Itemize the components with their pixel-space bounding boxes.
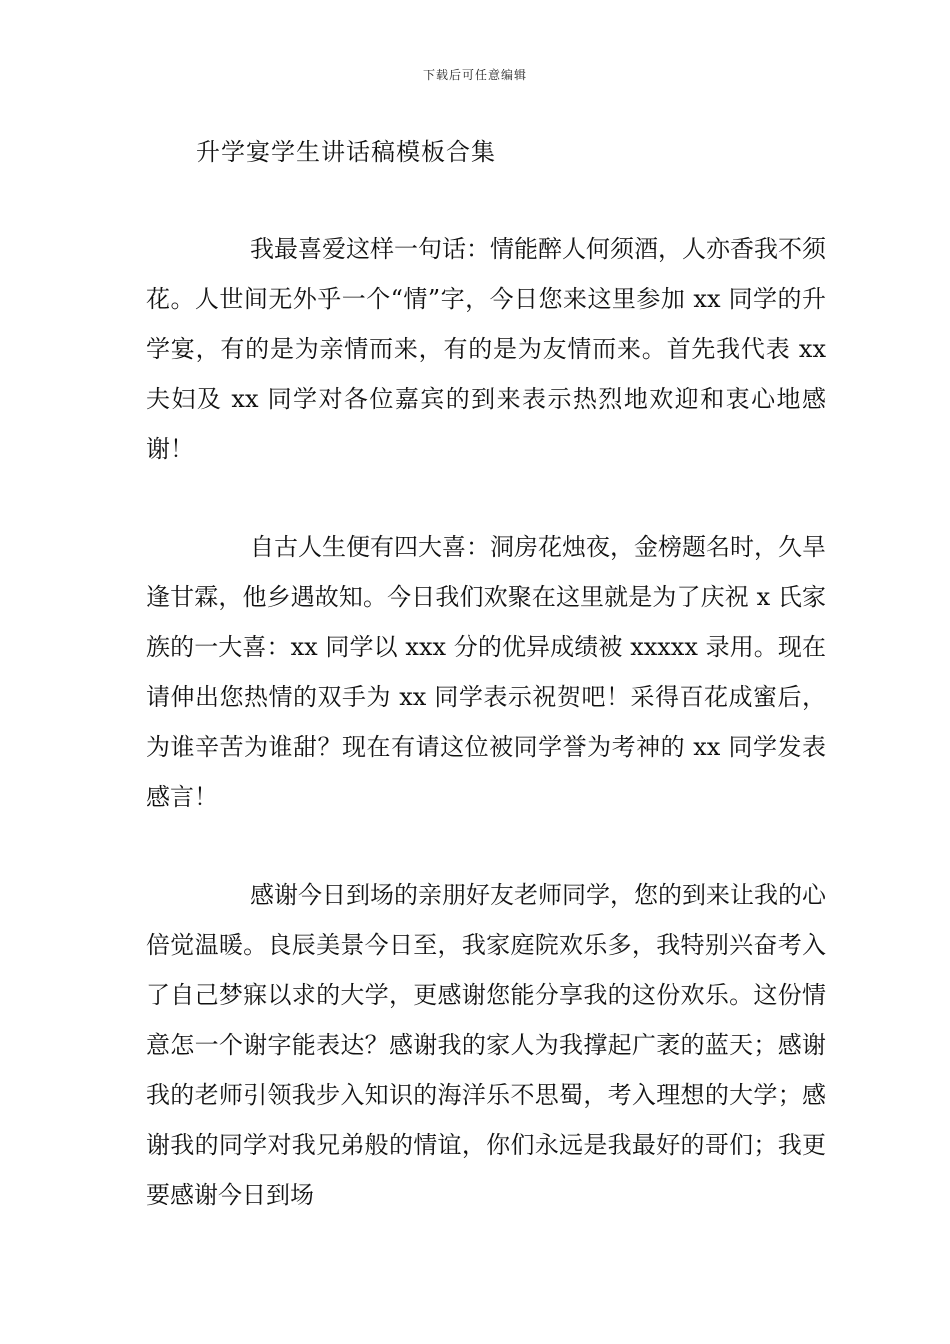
paragraph-2: 自古人生便有四大喜：洞房花烛夜，金榜题名时，久旱逢甘霖，他乡遇故知。今日我们欢聚在这里就是为了庆祝 x 氏家族的一大喜：xx 同学以 xxx 分的优异成绩被 xxxxx 录用。现在请伸出您热情的双手为 xx 同学表示祝贺吧！采得百花成蜜后，为谁辛苦为谁甜？现在有请这位被同学誉为考神的 xx 同学发表感言！ [146,533,826,811]
paragraph-3: 感谢今日到场的亲朋好友老师同学，您的到来让我的心倍觉温暖。良辰美景今日至，我家庭院欢乐多，我特别兴奋考入了自己梦寐以求的大学，更感谢您能分享我的这份欢乐。这份情意怎一个谢字能表达？感谢我的家人为我撑起广袤的蓝天；感谢我的老师引领我步入知识的海洋乐不思蜀，考入理想的大学；感谢我的同学对我兄弟般的情谊，你们永远是我最好的哥们；我更要感谢今日到场 [146,881,826,1209]
paragraph-1: 我最喜爱这样一句话：情能醉人何须酒，人亦香我不须花。人世间无外乎一个“情”字，今日您来这里参加 xx 同学的升学宴，有的是为亲情而来，有的是为友情而来。首先我代表 xx 夫妇及 xx 同学对各位嘉宾的到来表示热烈地欢迎和衷心地感谢！ [146,235,826,463]
header-note: 下载后可任意编辑 [422,68,527,82]
document-title: 升学宴学生讲话稿模板合集 [196,138,496,166]
